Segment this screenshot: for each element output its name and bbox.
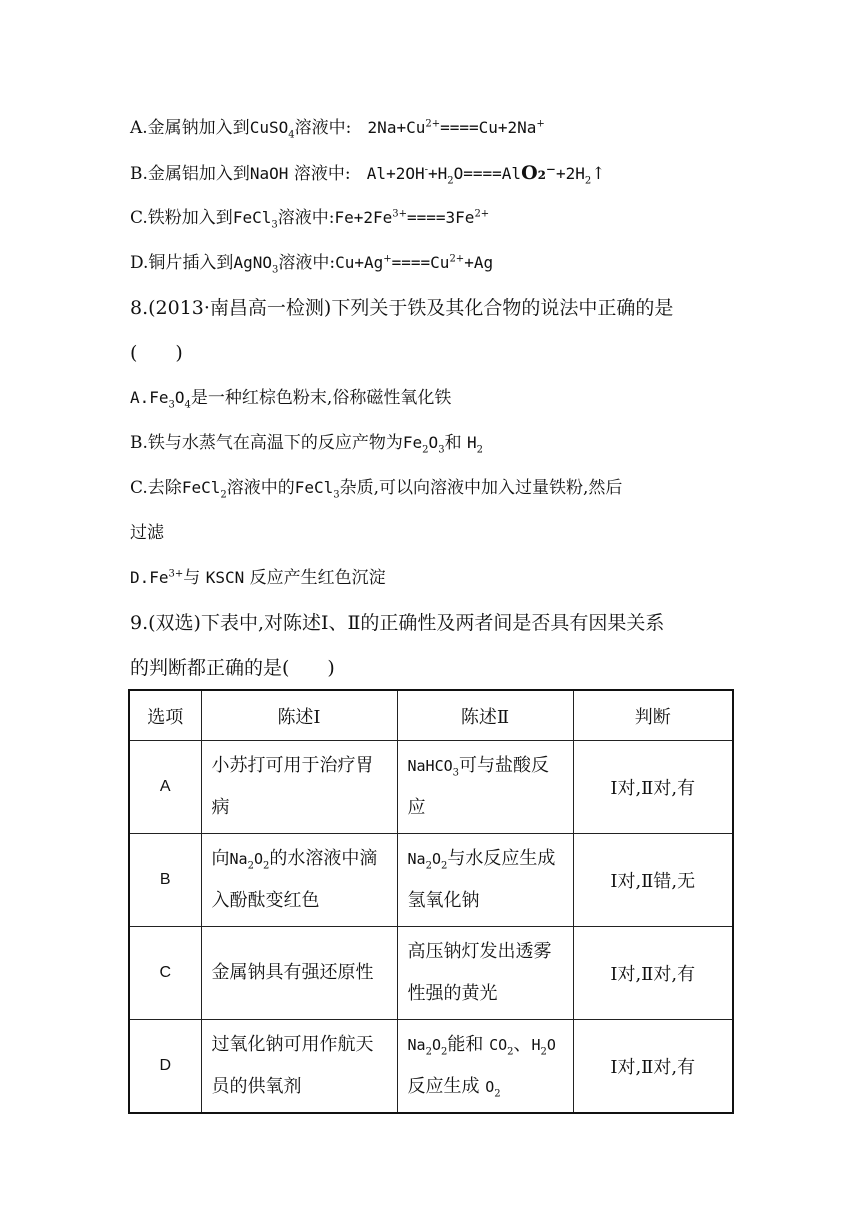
subscript: 2 — [494, 1088, 501, 1100]
cell-text: 可与盐酸反应 — [407, 755, 550, 818]
equation: +H — [427, 164, 448, 183]
formula: AgNO — [233, 253, 272, 272]
equation: Cu+Ag — [335, 253, 384, 272]
option-8c-continued: 过滤 — [130, 523, 164, 543]
subscript: 3 — [452, 767, 460, 779]
option-text: 是一种红棕色粉末,俗称磁性氧化铁 — [190, 388, 452, 408]
formula: Na — [407, 850, 426, 868]
judgement-cell: Ⅰ对,Ⅱ对,有 — [573, 1020, 733, 1114]
equation: Al+2OH — [366, 164, 425, 183]
option-text: 反应产生红色沉淀 — [249, 568, 386, 588]
formula: O — [253, 850, 263, 868]
header-judgement: 判断 — [573, 690, 733, 741]
judgement-cell: Ⅰ对,Ⅱ错,无 — [573, 834, 733, 927]
aluminate-ion: O₂⁻ — [521, 162, 556, 184]
option-7c — [130, 206, 489, 230]
row-option: B — [129, 834, 201, 927]
statement-1-cell: 金属钠具有强还原性 — [201, 927, 397, 1020]
formula: O — [546, 1036, 556, 1054]
option-text: 溶液中的 — [226, 478, 295, 498]
formula: CuSO — [249, 118, 289, 137]
subscript: 2 — [440, 860, 448, 872]
equation: ====Cu — [391, 253, 450, 272]
subscript: 2 — [247, 860, 254, 872]
cell-text: 反应生成 — [407, 1076, 480, 1097]
superscript: - — [424, 164, 428, 176]
formula: A.Fe — [130, 388, 169, 407]
formula: H — [466, 433, 477, 452]
option-text: 与 — [183, 568, 201, 588]
option-text: 杂质,可以向溶液中加入过量铁粉,然后 — [339, 478, 623, 498]
formula: O — [431, 850, 441, 868]
table-row — [129, 927, 733, 1020]
formula: O — [174, 388, 185, 407]
statement-1-cell — [201, 834, 397, 927]
cell-text: 的水溶液中滴入酚酞变红色 — [211, 848, 378, 911]
subscript: 2 — [507, 1046, 514, 1058]
row-option: D — [129, 1020, 201, 1114]
option-8c — [130, 476, 622, 500]
option-text: A.金属钠加入到 — [130, 118, 250, 138]
statement-2-cell — [397, 834, 573, 927]
option-text: C.去除 — [130, 478, 182, 498]
subscript: 2 — [440, 1046, 448, 1058]
question-9-table — [128, 689, 734, 1114]
subscript: 2 — [447, 175, 454, 187]
header-option: 选项 — [129, 690, 201, 741]
superscript: 2+ — [474, 208, 490, 220]
formula: FeCl — [181, 478, 221, 497]
subscript: 2 — [422, 444, 429, 456]
table-header-row — [129, 690, 733, 741]
question-9-stem: 9.(双选)下表中,对陈述Ⅰ、Ⅱ的正确性及两者间是否具有因果关系 — [130, 612, 665, 634]
subscript: 2 — [584, 175, 592, 187]
superscript: + — [536, 118, 545, 130]
formula: O — [431, 1036, 441, 1054]
equation: O====Al — [453, 164, 522, 183]
equation: ====Cu+2Na — [440, 118, 537, 137]
statement-2-cell — [397, 741, 573, 834]
subscript: 2 — [540, 1046, 547, 1058]
superscript: 3+ — [392, 208, 407, 220]
subscript: 2 — [425, 1046, 432, 1058]
statement-2-cell: 高压钠灯发出透雾性强的黄光 — [397, 927, 573, 1020]
equation: Fe+2Fe — [334, 208, 393, 227]
subscript: 2 — [425, 860, 432, 872]
statement-2-cell — [397, 1020, 573, 1114]
option-text: B.金属铝加入到 — [130, 164, 250, 184]
question-8-stem: 8.(2013·南昌高一检测)下列关于铁及其化合物的说法中正确的是 — [130, 297, 674, 319]
superscript: + — [383, 253, 392, 265]
formula: FeCl — [232, 208, 272, 227]
formula: H — [531, 1036, 541, 1054]
formula: KSCN — [205, 568, 245, 587]
equation: 2Na+Cu — [367, 118, 426, 137]
header-statement-2: 陈述Ⅱ — [397, 690, 573, 741]
statement-1-cell: 小苏打可用于治疗胃病 — [201, 741, 397, 834]
table-row — [129, 741, 733, 834]
option-7b — [130, 161, 606, 186]
question-9-stem-continued: 的判断都正确的是( ) — [130, 657, 335, 679]
cell-text: 与水反应生成氢氧化钠 — [407, 848, 556, 911]
cell-text: 向 — [211, 848, 230, 869]
judgement-cell: Ⅰ对,Ⅱ对,有 — [573, 741, 733, 834]
option-7d — [130, 251, 493, 275]
subscript: 3 — [271, 219, 278, 231]
subscript: 4 — [184, 399, 191, 411]
subscript: 3 — [438, 444, 445, 456]
cell-text: 能和 — [447, 1034, 484, 1055]
option-text: 和 — [444, 433, 462, 453]
option-8d — [130, 566, 386, 590]
formula: O — [485, 1078, 495, 1096]
gas-arrow-icon: ↑ — [591, 164, 606, 184]
statement-1-cell: 过氧化钠可用作航天员的供氧剂 — [201, 1020, 397, 1114]
formula: Na — [407, 1036, 426, 1054]
judgement-cell: Ⅰ对,Ⅱ对,有 — [573, 927, 733, 1020]
question-8-blank: ( ) — [130, 342, 183, 364]
header-statement-1: 陈述Ⅰ — [201, 690, 397, 741]
subscript: 2 — [262, 860, 270, 872]
formula: NaHCO — [407, 757, 453, 775]
equation: +Ag — [464, 253, 494, 272]
equation: +2H — [555, 164, 585, 183]
subscript: 2 — [476, 444, 483, 456]
subscript: 3 — [333, 489, 340, 501]
equation: ====3Fe — [407, 208, 475, 227]
formula: Fe — [402, 433, 423, 452]
option-text: 溶液中: — [294, 118, 352, 138]
cell-text: 、 — [513, 1034, 532, 1055]
formula: Na — [229, 850, 248, 868]
option-text: C.铁粉加入到 — [130, 208, 233, 228]
superscript: 3+ — [168, 568, 184, 580]
formula: CO — [489, 1036, 508, 1054]
option-7a — [130, 116, 545, 140]
option-text: D.铜片插入到 — [130, 253, 234, 273]
row-option: C — [129, 927, 201, 1020]
option-8a — [130, 386, 451, 410]
table-row — [129, 1020, 733, 1114]
subscript: 3 — [168, 399, 175, 411]
row-option: A — [129, 741, 201, 834]
subscript: 2 — [220, 489, 227, 501]
option-text: 溶液中: — [277, 208, 335, 228]
option-text: B.铁与水蒸气在高温下的反应产物为 — [130, 433, 403, 453]
formula: D.Fe — [130, 568, 169, 587]
formula: FeCl — [294, 478, 334, 497]
formula: NaOH — [249, 164, 289, 183]
subscript: 3 — [271, 264, 279, 276]
superscript: 2+ — [425, 118, 441, 130]
subscript: 4 — [288, 129, 295, 141]
option-text: 溶液中: — [278, 253, 336, 273]
option-text: 溶液中: — [293, 164, 351, 184]
superscript: 2+ — [449, 253, 465, 265]
option-8b — [130, 431, 483, 455]
table-row — [129, 834, 733, 927]
formula: O — [428, 433, 439, 452]
